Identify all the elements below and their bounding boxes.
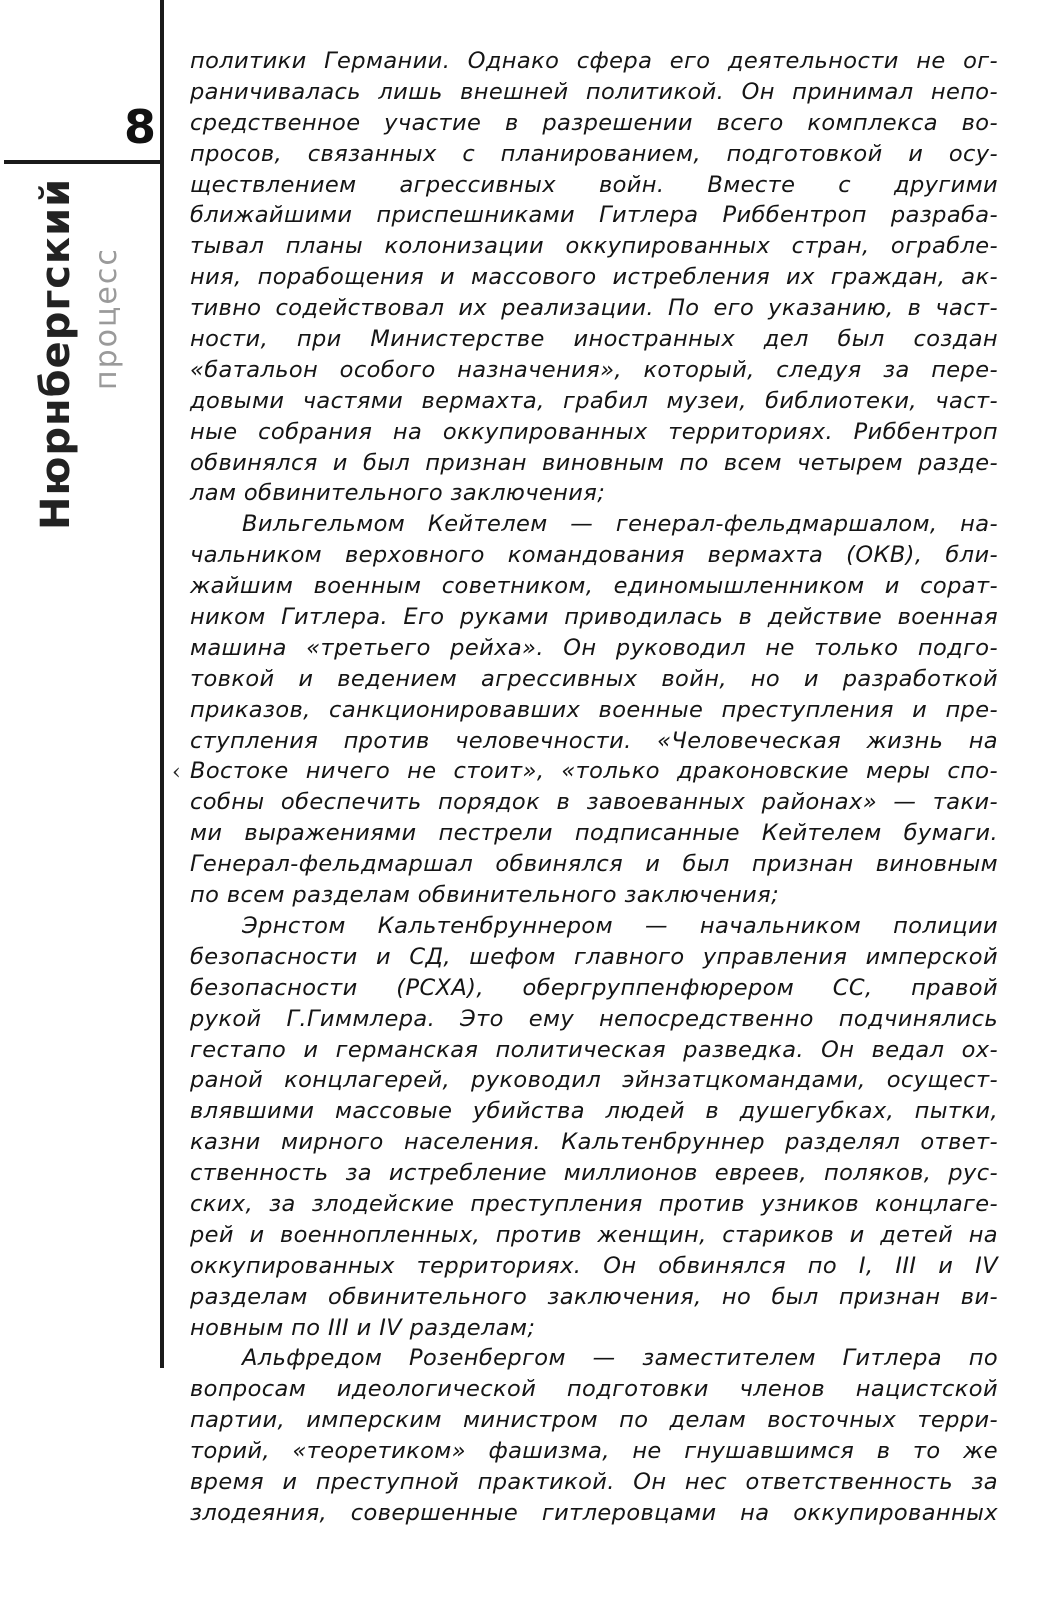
text-line: раной концлагерей, руководил эйнзатцкомандами, осущест- [190, 1067, 998, 1094]
margin-rule [160, 0, 164, 1368]
running-title [33, 177, 79, 530]
text-line: Эрнстом Кальтенбруннером — начальником полиции [242, 912, 998, 939]
text-line: вопросам идеологической подготовки членов нацистской [190, 1376, 998, 1403]
text-line: безопасности (РСХА), обергруппенфюрером СС, правой [190, 974, 998, 1001]
text-line: просов, связанных с планированием, подготовкой и осу- [190, 140, 998, 167]
text-line: «батальон особого назначения», который, следуя за пере- [190, 356, 998, 383]
text-line: оккупированных территориях. Он обвинялся по I, III и IV [190, 1252, 998, 1279]
text-line: разделам обвинительного заключения, но был признан ви- [190, 1283, 998, 1310]
text-line: влявшими массовые убийства людей в душегубках, пытки, [190, 1098, 998, 1125]
text-line: лам обвинительного заключения; [190, 480, 606, 507]
text-line: жайшим военным советником, единомышленником и сорат- [190, 573, 998, 600]
text-line: ближайшими приспешниками Гитлера Риббентроп разраба- [190, 202, 998, 229]
text-line: политики Германии. Однако сфера его деятельности не ог- [190, 48, 998, 74]
text-line: ником Гитлера. Его руками приводилась в действие военная [190, 604, 998, 631]
text-line: ственность за истребление миллионов евреев, поляков, рус- [190, 1160, 998, 1187]
text-line: тывал планы колонизации оккупированных стран, ограбле- [190, 233, 998, 260]
page-number-rule [4, 160, 162, 164]
running-subtitle-text: процесс [89, 247, 124, 390]
text-line: Востоке ничего не стоит», «только драконовские меры спо- [190, 758, 998, 785]
page-number: 8 [123, 100, 156, 154]
text-line: безопасности и СД, шефом главного управления имперской [190, 943, 998, 970]
text-line: партии, имперским министром по делам восточных терри- [190, 1407, 998, 1434]
text-line: машина «третьего рейха». Он руководил не только подго- [190, 634, 998, 661]
text-line: довыми частями вермахта, грабил музеи, библиотеки, част- [190, 387, 998, 414]
margin-mark: ‹ [172, 760, 181, 785]
text-line: ности, при Министерстве иностранных дел был создан [190, 326, 998, 353]
text-line: ные собрания на оккупированных территориях. Риббентроп [190, 418, 998, 445]
text-line: новным по III и IV разделам; [190, 1314, 536, 1341]
text-line: ния, порабощения и массового истребления их граждан, ак- [190, 264, 998, 291]
text-line: ществлением агрессивных войн. Вместе с другими [190, 171, 998, 198]
text-line: приказов, санкционировавших военные преступления и пре- [190, 696, 998, 723]
text-line: обвинялся и был признан виновным по всем четырем разде- [190, 449, 998, 476]
text-line: товкой и ведением агрессивных войн, но и разработкой [190, 665, 998, 692]
text-line: рукой Г.Гиммлера. Это ему непосредственно подчинялись [190, 1005, 998, 1032]
text-line: собны обеспечить порядок в завоеванных районах» — таки- [190, 789, 998, 816]
text-line: гестапо и германская политическая разведка. Он ведал ох- [190, 1036, 998, 1063]
text-line: рей и военнопленных, против женщин, стариков и детей на [190, 1221, 998, 1248]
text-line: казни мирного населения. Кальтенбруннер разделял ответ- [190, 1129, 998, 1156]
text-line: Альфредом Розенбергом — заместителем Гитлера по [242, 1345, 998, 1372]
text-line: Вильгельмом Кейтелем — генерал-фельдмаршалом, на- [242, 511, 998, 538]
running-subtitle [90, 190, 130, 390]
text-line: время и преступной практикой. Он нес ответственность за [190, 1468, 998, 1495]
text-line: раничивалась лишь внешней политикой. Он принимал непо- [190, 78, 998, 105]
text-line: Генерал-фельдмаршал обвинялся и был признан виновным [190, 851, 998, 878]
text-line: злодеяния, совершенные гитлеровцами на оккупированных [190, 1499, 998, 1526]
text-line: ских, за злодейские преступления против узников концлаге- [190, 1190, 998, 1217]
text-line: ми выражениями пестрели подписанные Кейтелем бумаги. [190, 820, 998, 847]
text-line: тивно содействовал их реализации. По его указанию, в част- [190, 295, 998, 322]
text-line: чальником верховного командования вермахта (ОКВ), бли- [190, 542, 998, 569]
running-title-text: Нюрнбергский [33, 177, 79, 530]
body-text [190, 46, 998, 1529]
text-line: ступления против человечности. «Человеческая жизнь на [190, 727, 998, 754]
text-line: торий, «теоретиком» фашизма, не гнушавшимся в то же [190, 1438, 998, 1465]
text-line: по всем разделам обвинительного заключения; [190, 882, 780, 909]
text-line: средственное участие в разрешении всего комплекса во- [190, 109, 998, 136]
